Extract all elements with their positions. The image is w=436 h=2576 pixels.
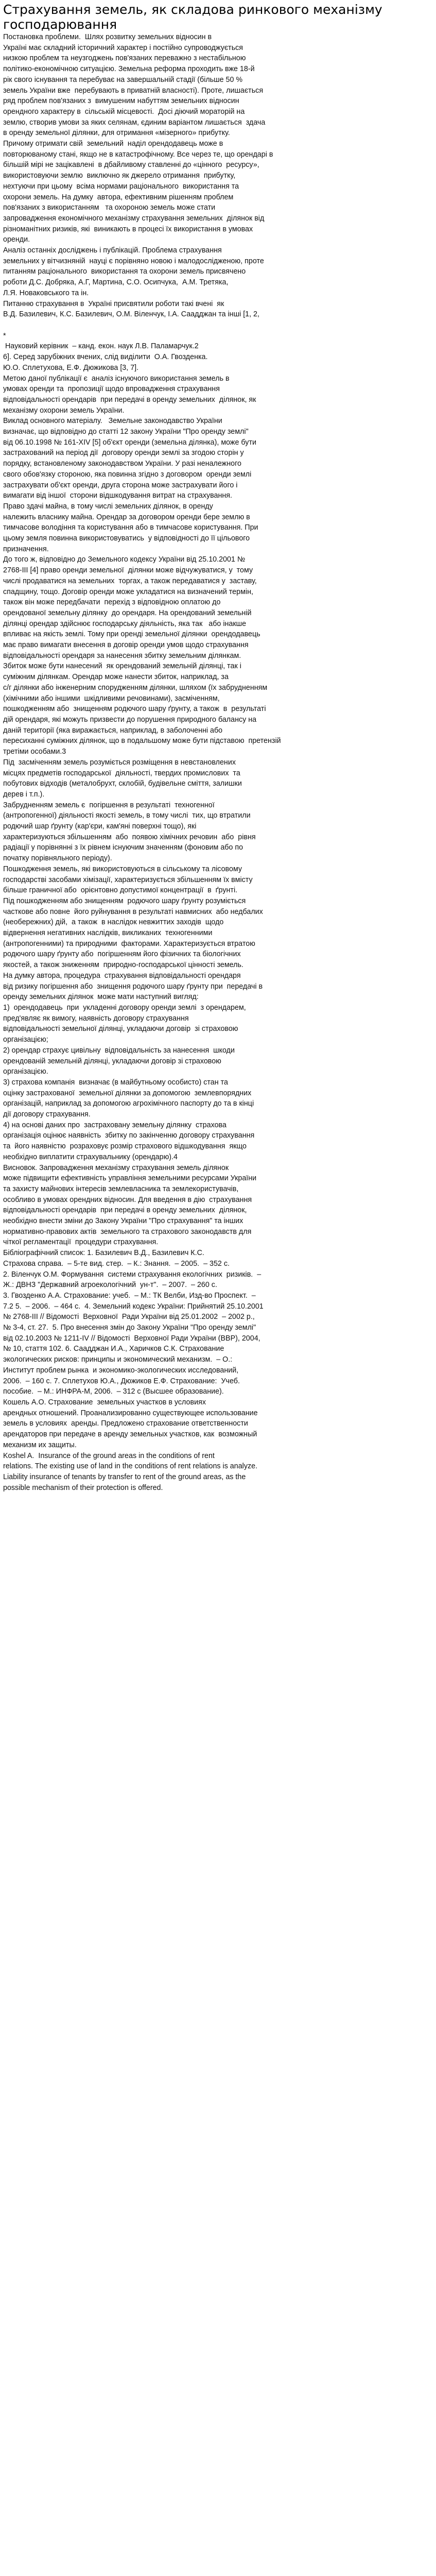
text-line: Институт проблем рынка и экономико-экологических исследований,: [3, 1366, 239, 1375]
text-line: 7.2 5. – 2006. – 464 с. 4. Земельний кодекс України: Прийнятий 25.10.2001: [3, 1302, 264, 1311]
text-line: даній території (яка виражається, наприклад, в заболоченні або: [3, 726, 223, 735]
text-line: пособие. – М.: ИНФРА-М, 2006. – 312 с (Высшее образование).: [3, 1387, 224, 1396]
text-line: Висновок. Запровадження механізму страхування земель ділянок: [3, 1163, 229, 1172]
document: [3, 2, 431, 1493]
text-line: пов'язаних з використанням та охороною земель може стати: [3, 204, 216, 212]
text-line: дії договору страхування.: [3, 1110, 91, 1119]
text-line: початку порівняльного періоду).: [3, 854, 112, 863]
text-line: родючий шар ґрунту (кар'єри, кам'яні поверхні тощо), які: [3, 822, 197, 831]
text-line: радіації у порівнянні з їх рівнем існуючим значенням (фоновим або по: [3, 843, 243, 852]
text-line: вимагати від іншої сторони відшкодування витрат на страхування.: [3, 492, 233, 500]
text-line: дерев і т.п.).: [3, 790, 45, 799]
text-line: від 06.10.1998 № 161-XIV [5] об'єкт оренди (земельна ділянка), може бути: [3, 438, 256, 447]
text-line: экологических рисков: принципы и экономический механизм. – О.:: [3, 1355, 233, 1364]
text-line: застрахувати об'єкт оренди, друга сторона може застрахувати його і: [3, 481, 238, 489]
text-line: має право вимагати внесення в договір оренди умов щодо страхування: [3, 641, 249, 650]
text-line: може підвищити ефективність управління земельними ресурсами України: [3, 1174, 257, 1183]
text-line: оренду земельних ділянок може мати наступний вигляд:: [3, 993, 199, 1002]
text-line: охорони земель. На думку автора, ефективним рішенням проблем: [3, 193, 234, 201]
text-line: Ю.О. Сплетухова, Е.Ф. Дюжикова [3, 7].: [3, 363, 139, 372]
text-line: відповідальності орендаря за нанесення збитку земельним ділянкам.: [3, 651, 241, 660]
text-line: третіми особами.3: [3, 748, 66, 756]
text-line: роботи Д.С. Добряка, А.Г, Мартина, С.О. Осипчука, А.М. Третяка,: [3, 278, 229, 287]
text-line: землю, створив умови за яких селянам, єдиним варіантом лишається здача: [3, 118, 266, 127]
text-line: належить власнику майна. Орендар за договором оренди бере землю в: [3, 513, 250, 521]
text-line: визначає, що відповідно до статті 12 закону України "Про оренду землі": [3, 428, 249, 436]
text-line: Постановка проблеми. Шлях розвитку земельних відносин в: [3, 33, 212, 41]
text-line: організація оцінює наявність збитку по закінченню договору страхування: [3, 1131, 255, 1140]
text-line: та захисту майнових інтересів землевласника та землекористувачів,: [3, 1184, 239, 1193]
text-line: Причому отримати свій земельний наділ орендодавець може в: [3, 140, 223, 148]
text-line: оцінку застрахованої земельної ділянки за допомогою землевпорядних: [3, 1089, 252, 1097]
text-line: особливо в умовах орендних відносин. Для введення в дію страхування: [3, 1195, 252, 1204]
text-line: арендных отношений. Проанализированно существующее использование: [3, 1409, 258, 1417]
text-line: характеризуються збільшенням або появою хімічних речовин або рівня: [3, 833, 256, 841]
text-line: свого обов'язку стороною, яка повинна згідно з договором оренди землі: [3, 470, 252, 479]
text-line: більше граничної або орієнтовно допустимої концентрації в ґрунті.: [3, 886, 238, 895]
text-line: родючого шару ґрунту або погіршенням його фізичних та біологічних: [3, 950, 241, 959]
text-line: пошкодженням або знищенням родючого шару ґрунту, а також в результаті: [3, 705, 266, 714]
text-line: нормативно-правових актів земельного та страхового законодавств для: [3, 1227, 252, 1236]
text-line: відвернення негативних наслідків, викликаних техногенними: [3, 929, 213, 938]
text-line: 2. Віленчук О.М. Формування системи страхування екологічних ризиків. –: [3, 1270, 261, 1279]
text-line: 2) орендар страхує цивільну відповідальність за нанесення шкоди: [3, 1046, 235, 1055]
text-line: Україні має складний історичний характер і постійно супроводжується: [3, 43, 243, 52]
text-line: також він може передбачати перехід з відповідною оплатою до: [3, 598, 221, 607]
text-line: possible mechanism of their protection is offered.: [3, 1483, 163, 1492]
text-line: № 3-4, ст. 27. 5. Про внесення змін до Закону України "Про оренду землі": [3, 1324, 256, 1332]
text-line: 6]. Серед зарубіжних вчених, слід виділити О.А. Гвозденка.: [3, 353, 208, 362]
text-line: організацією;: [3, 1036, 48, 1044]
text-line: оренди.: [3, 235, 30, 244]
text-line: необхідно внести зміни до Закону України "Про страхування" та інших: [3, 1217, 243, 1226]
text-line: різноманітних ризиків, які виникають в процесі їх використання в умовах: [3, 225, 253, 233]
text-line: Аналіз останніх досліджень і публікацій. Проблема страхування: [3, 246, 222, 255]
page-title: Страхування земель, як складова ринкового механізму господарювання: [3, 2, 382, 32]
text-line: 2768-ІІІ [4] право оренди земельної ділянки може відчужуватися, у тому: [3, 566, 253, 575]
text-line: механизм их защиты.: [3, 1440, 77, 1449]
text-line: нехтуючи при цьому всіма нормами раціонального використання та: [3, 182, 239, 191]
text-line: арендаторов при передаче в аренду земельных участков, как возможный: [3, 1430, 257, 1439]
text-line: 3. Гвозденко А.А. Страхование: учеб. – М.: ТК Велби, Изд-во Проспект. –: [3, 1291, 256, 1300]
text-line: 3) страхова компанія визначає (в майбутньому особисто) стан та: [3, 1078, 228, 1087]
text-line: пересиханні суміжних ділянок, що в подальшому може бути підставою претензій: [3, 737, 281, 745]
text-line: Науковий керівник – канд. екон. наук Л.В. Паламарчук.2: [3, 342, 199, 351]
text-line: числі продаватися на земельних торгах, а також передаватися у заставу,: [3, 577, 257, 585]
text-line: Кошель А.О. Страхование земельных участков в условиях: [3, 1398, 206, 1406]
text-line: відповідальності орендарів при передачі в оренду земельних ділянок, як: [3, 395, 256, 404]
text-line: призначення.: [3, 545, 49, 553]
text-line: Liability insurance of tenants by transfer to rent of the ground areas, as the: [3, 1472, 246, 1481]
text-line: Л.Я. Новаковського та ін.: [3, 289, 89, 297]
text-line: № 2768-ІІІ // Відомості Верховної Ради України від 25.01.2002 – 2002 р.,: [3, 1313, 255, 1321]
text-line: relations. The existing use of land in the conditions of rent relations is analyze.: [3, 1462, 258, 1471]
article-body: [3, 32, 431, 1493]
text-line: від ризику погіршення або знищення родючого шару ґрунту при передачі в: [3, 982, 263, 991]
text-line: господарстві засобами хімізації, характеризується збільшенням їх вмісту: [3, 875, 253, 884]
text-line: політико-економічною ситуацією. Земельна реформа проходить вже 18-й: [3, 65, 255, 74]
text-line: необхідно виплатити страхувальнику (орендарю).4: [3, 1153, 178, 1161]
text-line: суміжним ділянкам. Орендар може нанести збиток, наприклад, за: [3, 673, 229, 682]
text-line: [3, 320, 431, 331]
text-line: № 10, стаття 102. 6. Саадджан И.А., Харичков С.К. Страхование: [3, 1345, 224, 1353]
text-line: використовуючи землю виключно як джерело отримання прибутку,: [3, 172, 236, 180]
text-line: запровадження економічного механізму страхування земельних ділянок від: [3, 214, 265, 223]
text-line: тимчасове володіння та користування або в тимчасове користування. При: [3, 523, 258, 532]
text-line: рік свого існування та перебуває на завершальній стадії (більше 50 %: [3, 75, 243, 84]
text-line: орендованій земельній ділянці, укладаючи договір зі страховою: [3, 1057, 221, 1065]
text-line: земельних у вітчизняній науці є порівняно новою і малодослідженою, проте: [3, 257, 264, 265]
text-line: цьому земля повинна використовуватись у відповідності до її цільового: [3, 534, 250, 543]
text-line: та його наявністю розраховує розмір страхового відшкодування якщо: [3, 1142, 247, 1151]
text-line: повторюваному стані, якщо не в катастрофічному. Все через те, що орендарі в: [3, 150, 273, 159]
text-line: організацій, наприклад за допомогою агрохімічного паспорту до та в кінці: [3, 1099, 254, 1108]
text-line: Забрудненням земель є погіршення в результаті техногенної: [3, 801, 215, 809]
text-line: побутових відходів (металобрухт, склобій, будівельне сміття, залишки: [3, 779, 242, 788]
text-line: спадщину, тощо. Договір оренди може укладатися на визначений термін,: [3, 587, 253, 596]
text-line: Метою даної публікації є аналіз існуючого використання земель в: [3, 374, 230, 383]
text-line: На думку автора, процедура страхування відповідальності орендаря: [3, 971, 241, 980]
text-line: В.Д. Базилевич, К.С. Базилевич, О.М. Віленчук, І.А. Саaдджан та інші [1, 2,: [3, 310, 259, 319]
text-line: орендованої земельну ділянку до орендаря. На орендований земельній: [3, 608, 252, 617]
text-line: Ж.: ДВНЗ "Державний агроекологічний ун-т". – 2007. – 260 с.: [3, 1281, 217, 1290]
text-line: від 02.10.2003 № 1211-IV // Відомості Верховної Ради України (ВВР), 2004,: [3, 1334, 260, 1343]
text-line: відповідальності орендарів при передачі в оренду земельних ділянок,: [3, 1206, 247, 1215]
text-line: більшій мірі не зацікавлені в дбайливому ставленні до «цінного ресурсу»,: [3, 161, 259, 170]
text-line: організацією.: [3, 1067, 48, 1076]
text-line: дій орендаря, які можуть призвести до порушення природного балансу на: [3, 716, 257, 724]
text-line: Koshel A. Insurance of the ground areas in the conditions of rent: [3, 1451, 215, 1460]
text-line: с/г ділянки або інженерним спорудженням ділянки, шляхом (їх забрудненням: [3, 683, 268, 692]
text-line: пред'являє як вимогу, наявність договору страхування: [3, 1014, 189, 1023]
text-line: Питанню страхування в Україні присвятили роботи такі вчені як: [3, 299, 224, 308]
text-line: земель України вже перебувають в приватній власності). Проте, лишається: [3, 86, 264, 95]
text-line: Під засміченням земель розуміється розміщення в невстановлених: [3, 758, 236, 767]
text-line: Пошкодження земель, які використовуються в сільському та лісовому: [3, 865, 242, 873]
text-line: Страхова справа. – 5-те вид. стер. – К.: Знання. – 2005. – 352 с.: [3, 1259, 230, 1268]
text-line: місцях предметів господарської діяльності, твердих промислових та: [3, 769, 240, 777]
text-line: ділянці орендар здійснює господарську діяльність, яка так або інакше: [3, 619, 247, 628]
text-line: 4) на основі даних про застраховану земельну ділянку страхова: [3, 1121, 226, 1129]
text-line: Збиток може бути нанесений як орендований земельній ділянці, так і: [3, 662, 241, 671]
text-line: Під пошкодженням або знищенням родючого шару ґрунту розуміється: [3, 896, 246, 905]
text-line: механізму охорони земель України.: [3, 406, 125, 415]
text-line: земель в условиях аренды. Предложено страхование ответственности: [3, 1419, 248, 1428]
text-line: До того ж, відповідно до Земельного кодексу України від 25.10.2001 №: [3, 555, 246, 564]
text-line: впливає на якість землі. Тому при оренді земельної ділянки орендодавець: [3, 630, 260, 639]
text-line: питанням раціонального використання та охорони земель присвячено: [3, 267, 246, 276]
text-line: застрахований на період дії договору оренди землі за згодою сторін у: [3, 449, 244, 457]
text-line: умовах оренди та пропозиції щодо впровадження страхування: [3, 385, 220, 394]
text-line: (необережних) дій, а також в наслідок невжиттих заходів щодо: [3, 918, 224, 927]
text-line: якостей, а також зниженням природно-господарської цінності земель.: [3, 961, 243, 970]
text-line: орендного характеру в сільській місцевості. Досі діючий мораторій на: [3, 107, 245, 116]
text-line: Виклад основного матеріалу. Земельне законодавство України: [3, 417, 222, 426]
text-line: *: [3, 331, 6, 340]
text-line: Бібліографічний список: 1. Базилевич В.Д., Базилевич К.С.: [3, 1249, 204, 1258]
text-line: (антропогенної) діяльності якості земель, в тому числі тих, що втратили: [3, 811, 251, 820]
text-line: 1) орендодавець при укладенні договору оренди землі з орендарем,: [3, 1003, 246, 1012]
text-line: порядку, встановленому законодавством України. У разі неналежного: [3, 460, 241, 468]
text-line: часткове або повне його руйнування в результаті навмисних або недбалих: [3, 907, 263, 916]
text-line: (антропогенними) та природними факторами. Характеризується втратою: [3, 939, 255, 948]
text-line: Право здачі майна, в тому числі земельних ділянок, в оренду: [3, 502, 213, 511]
text-line: відповідальності земельної ділянці, укладаючи договір зі страховою: [3, 1025, 238, 1033]
text-line: в оренду земельної ділянки, для отримання «мізерного» прибутку.: [3, 129, 230, 138]
text-line: чіткої регламентації процедури страхування.: [3, 1238, 159, 1247]
text-line: ряд проблем пов'язаних з вимушеним набуттям земельних відносин: [3, 97, 239, 106]
text-line: низкою проблем та неузгоджень пов'язаних переважно з нестабільною: [3, 54, 246, 63]
text-line: (хімічними або іншими шкідливими речовинами), засміченням,: [3, 694, 220, 703]
text-line: 2006. – 160 с. 7. Сплетухов Ю.А., Дюжиков Е.Ф. Страхование: Учеб.: [3, 1377, 240, 1385]
